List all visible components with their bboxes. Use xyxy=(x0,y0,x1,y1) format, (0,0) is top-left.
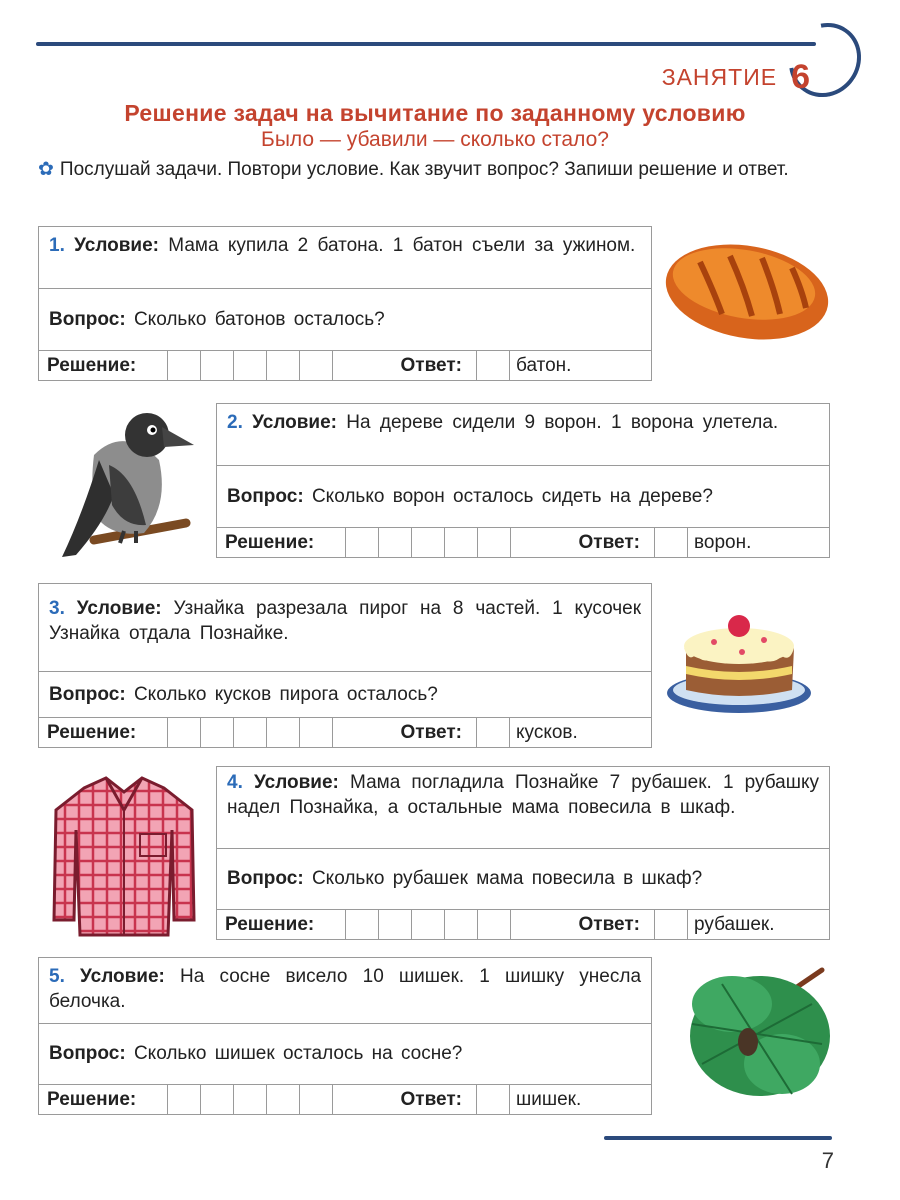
task-card-5 xyxy=(38,957,652,1115)
condition-label: Условие: xyxy=(76,598,162,619)
solution-cell[interactable] xyxy=(234,718,267,747)
flower-icon: ✿ xyxy=(38,159,54,180)
solution-cell[interactable] xyxy=(168,718,201,747)
solution-label: Решение: xyxy=(39,1085,168,1114)
answer-unit: ворон. xyxy=(694,531,752,553)
task-number: 3. xyxy=(49,598,65,619)
task-question xyxy=(39,1024,651,1085)
task-condition xyxy=(39,227,651,289)
answer-cell[interactable] xyxy=(655,910,688,939)
answer-label: Ответ: xyxy=(333,718,477,747)
page-number: 7 xyxy=(821,1148,834,1173)
condition-text: Мама купила 2 батона. 1 батон съели за ужином. xyxy=(168,235,636,256)
solution-cell[interactable] xyxy=(201,351,234,380)
solution-cell[interactable] xyxy=(379,910,412,939)
bread-icon xyxy=(662,232,832,352)
answer-label: Ответ: xyxy=(333,1085,477,1114)
solution-row xyxy=(39,1085,651,1114)
solution-row xyxy=(217,528,829,557)
question-label: Вопрос: xyxy=(227,485,304,507)
instruction-text: Послушай задачи. Повтори условие. Как звучит вопрос? Запиши решение и ответ. xyxy=(59,159,789,180)
solution-cell[interactable] xyxy=(267,1085,300,1114)
solution-row xyxy=(39,718,651,747)
solution-cell[interactable] xyxy=(201,1085,234,1114)
answer-label: Ответ: xyxy=(333,351,477,380)
answer-label: Ответ: xyxy=(511,528,655,557)
answer-cell[interactable] xyxy=(477,351,510,380)
task-condition xyxy=(39,958,651,1024)
pine-branch-icon xyxy=(672,964,830,1114)
solution-label: Решение: xyxy=(217,910,346,939)
task-card-3 xyxy=(38,583,652,748)
answer-cell[interactable] xyxy=(477,1085,510,1114)
answer-cell[interactable] xyxy=(477,718,510,747)
footer-rule xyxy=(604,1136,832,1140)
condition-text: Узнайка разрезала пирог на 8 частей. 1 кусочек Узнайка отдала Познайке. xyxy=(49,598,642,644)
header-rule xyxy=(36,42,816,46)
solution-cell[interactable] xyxy=(346,528,379,557)
solution-cell[interactable] xyxy=(300,1085,333,1114)
question-text: Сколько рубашек мама повесила в шкаф? xyxy=(311,868,703,889)
solution-cell[interactable] xyxy=(234,1085,267,1114)
task-question xyxy=(39,672,651,718)
solution-label: Решение: xyxy=(217,528,346,557)
task-condition xyxy=(39,584,651,672)
task-card-1 xyxy=(38,226,652,381)
condition-text: На сосне висело 10 шишек. 1 шишку унесла белочка. xyxy=(49,966,642,1012)
question-label: Вопрос: xyxy=(49,683,126,705)
answer-unit: батон. xyxy=(516,354,572,376)
question-text: Сколько шишек осталось на сосне? xyxy=(133,1043,463,1064)
answer-cell[interactable] xyxy=(655,528,688,557)
lesson-number: 6 xyxy=(791,58,810,96)
question-label: Вопрос: xyxy=(49,1043,126,1064)
question-text: Сколько ворон осталось сидеть на дереве? xyxy=(311,485,713,507)
instruction xyxy=(38,158,828,182)
answer-unit: шишек. xyxy=(516,1088,582,1110)
answer-unit: рубашек. xyxy=(694,913,775,935)
task-card-4 xyxy=(216,766,830,940)
task-number: 1. xyxy=(49,235,65,256)
question-text: Сколько кусков пирога осталось? xyxy=(133,683,438,705)
condition-label: Условие: xyxy=(80,966,165,987)
condition-text: На дереве сидели 9 ворон. 1 ворона улетела. xyxy=(346,412,779,433)
solution-cell[interactable] xyxy=(346,910,379,939)
lesson-label xyxy=(600,58,810,97)
task-number: 4. xyxy=(227,772,243,793)
solution-cell[interactable] xyxy=(201,718,234,747)
solution-row xyxy=(217,910,829,939)
solution-cell[interactable] xyxy=(445,528,478,557)
task-number: 5. xyxy=(49,966,65,987)
page-subtitle: Было — убавили — сколько стало? xyxy=(261,128,609,151)
task-number: 2. xyxy=(227,412,243,433)
solution-cell[interactable] xyxy=(300,718,333,747)
solution-cell[interactable] xyxy=(412,528,445,557)
task-condition xyxy=(217,404,829,466)
lesson-word: ЗАНЯТИЕ xyxy=(661,64,778,90)
condition-label: Условие: xyxy=(74,235,160,256)
solution-cell[interactable] xyxy=(234,351,267,380)
solution-cell[interactable] xyxy=(267,718,300,747)
solution-row xyxy=(39,351,651,380)
solution-label: Решение: xyxy=(39,718,168,747)
page-title: Решение задач на вычитание по заданному условию xyxy=(124,100,746,126)
solution-label: Решение: xyxy=(39,351,168,380)
question-text: Сколько батонов осталось? xyxy=(133,308,385,330)
solution-cell[interactable] xyxy=(412,910,445,939)
answer-label: Ответ: xyxy=(511,910,655,939)
solution-cell[interactable] xyxy=(478,910,511,939)
condition-label: Условие: xyxy=(254,772,339,793)
task-card-2 xyxy=(216,403,830,558)
task-question xyxy=(217,849,829,910)
solution-cell[interactable] xyxy=(168,351,201,380)
crow-icon xyxy=(54,405,194,565)
cake-icon xyxy=(664,608,814,718)
answer-unit: кусков. xyxy=(516,721,578,743)
question-label: Вопрос: xyxy=(227,868,304,889)
solution-cell[interactable] xyxy=(478,528,511,557)
task-condition xyxy=(217,767,829,849)
solution-cell[interactable] xyxy=(300,351,333,380)
condition-label: Условие: xyxy=(252,412,338,433)
solution-cell[interactable] xyxy=(379,528,412,557)
question-label: Вопрос: xyxy=(49,308,126,330)
solution-cell[interactable] xyxy=(267,351,300,380)
task-question xyxy=(217,466,829,528)
shirt-icon xyxy=(44,770,204,940)
task-question xyxy=(39,289,651,351)
condition-text: Мама погладила Познайке 7 рубашек. 1 рубашку надел Познайка, а остальные мама повесила в шкаф. xyxy=(227,772,820,818)
solution-cell[interactable] xyxy=(445,910,478,939)
solution-cell[interactable] xyxy=(168,1085,201,1114)
